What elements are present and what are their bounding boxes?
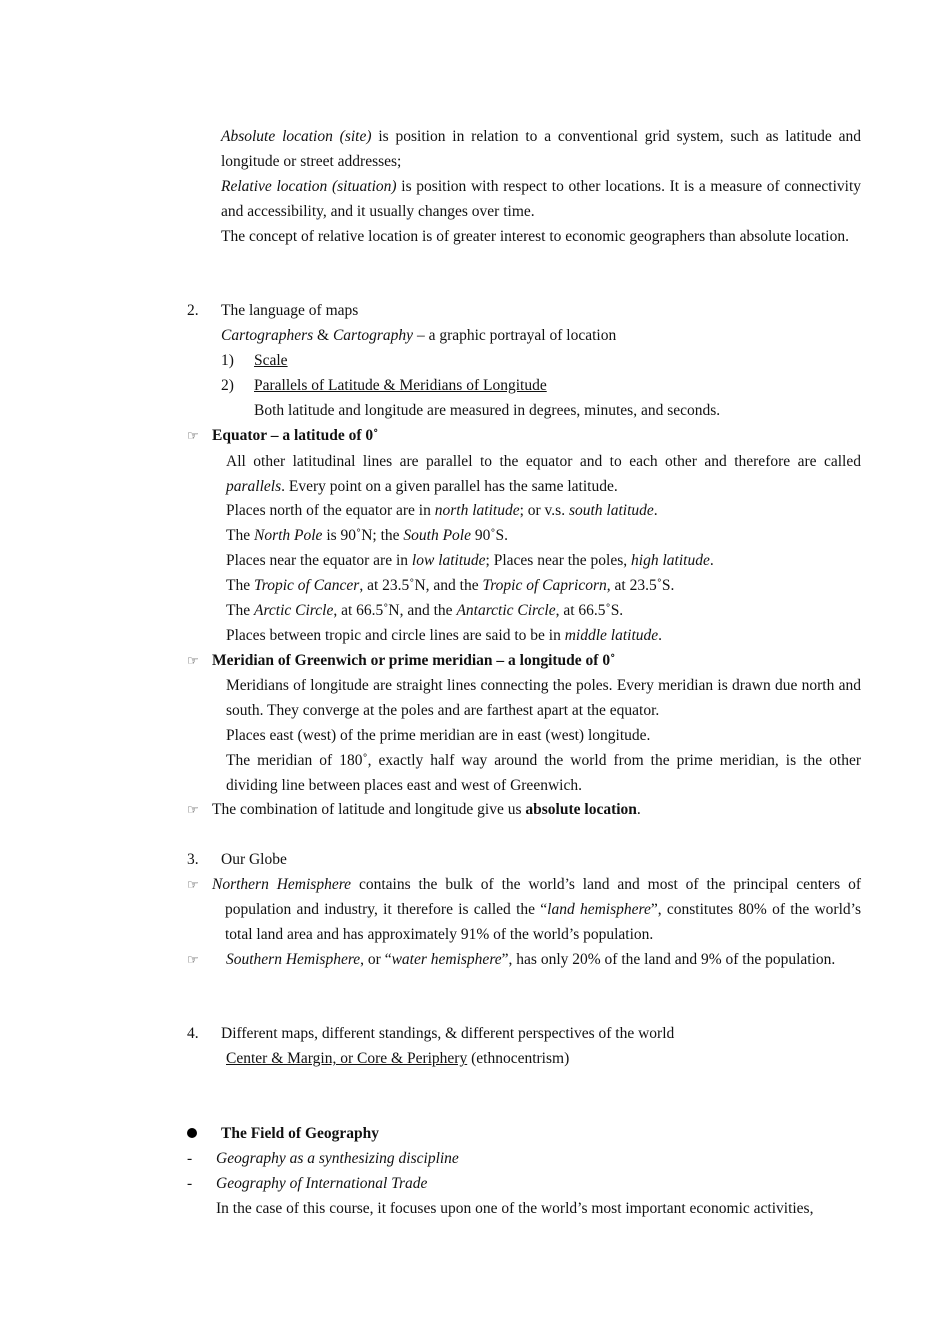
- item-2-number: 2): [221, 377, 234, 394]
- degrees-note: Both latitude and longitude are measured in degrees, minutes, and seconds.: [254, 402, 721, 419]
- item-parallels-meridians: Parallels of Latitude & Meridians of Longitude: [254, 377, 547, 394]
- section-4-number: 4.: [187, 1025, 199, 1042]
- low-high-latitude-line: Places near the equator are in low latitude; Places near the poles, high latitude.: [226, 552, 714, 569]
- cartography-line: Cartographers & Cartography – a graphic portrayal of location: [221, 327, 617, 344]
- southern-hemisphere-paragraph: Southern Hemisphere, or “water hemisphere”, has only 20% of the land and 9% of the population.: [226, 951, 836, 968]
- section-3-title: Our Globe: [221, 851, 287, 868]
- meridian-180-paragraph: The meridian of 180˚, exactly half way around the world from the prime meridian, is the other dividing line between places east and west of Greenwich.: [226, 752, 861, 794]
- pointing-hand-icon: ☞: [187, 653, 199, 668]
- poles-line: The North Pole is 90˚N; the South Pole 90˚S.: [226, 527, 509, 544]
- relative-location-paragraph: Relative location (situation) is position with respect to other locations. It is a measure of connectivity and accessibility, and it usually changes over time.: [221, 178, 862, 220]
- absolute-location-paragraph: Absolute location (site) is position in relation to a conventional grid system, such as latitude and longitude or street addresses;: [221, 128, 861, 170]
- field-of-geography-heading: The Field of Geography: [221, 1125, 380, 1142]
- pointing-hand-icon: ☞: [187, 952, 199, 967]
- absolute-location-term: Absolute location (site): [221, 128, 372, 145]
- section-4-title: Different maps, different standings, & different perspectives of the world: [221, 1025, 675, 1042]
- bullet-dot-icon: [187, 1128, 197, 1138]
- equator-heading: Equator – a latitude of 0˚: [212, 427, 379, 444]
- meridian-heading: Meridian of Greenwich or prime meridian – a longitude of 0˚: [212, 652, 616, 669]
- dash-marker: -: [187, 1150, 193, 1167]
- parallels-paragraph: All other latitudinal lines are parallel to the equator and to each other and therefore are called parallels. Every point on a given parallel has the same latitude.: [226, 453, 861, 495]
- international-trade-item: Geography of International Trade: [216, 1175, 428, 1192]
- section-3-number: 3.: [187, 851, 199, 868]
- section-2-number: 2.: [187, 302, 199, 319]
- absolute-location-summary: The combination of latitude and longitude give us absolute location.: [212, 801, 641, 818]
- core-periphery-line: Center & Margin, or Core & Periphery (ethnocentrism): [226, 1050, 570, 1067]
- item-scale: Scale: [254, 352, 288, 369]
- middle-latitude-line: Places between tropic and circle lines are said to be in middle latitude.: [226, 627, 663, 644]
- east-west-longitude-line: Places east (west) of the prime meridian are in east (west) longitude.: [226, 727, 651, 744]
- relative-location-interest-paragraph: The concept of relative location is of greater interest to economic geographers than absolute location.: [221, 228, 849, 245]
- course-focus-paragraph: In the case of this course, it focuses upon one of the world’s most important economic activities,: [216, 1200, 814, 1217]
- pointing-hand-icon: ☞: [187, 877, 199, 892]
- tropics-line: The Tropic of Cancer, at 23.5˚N, and the Tropic of Capricorn, at 23.5˚S.: [226, 577, 675, 594]
- synthesizing-discipline-item: Geography as a synthesizing discipline: [216, 1150, 459, 1167]
- pointing-hand-icon: ☞: [187, 802, 199, 817]
- northern-hemisphere-paragraph: Northern Hemisphere contains the bulk of the world’s land and most of the principal centers of population and industry, it therefore is called the “land hemisphere”, constitutes 80% of the world’s total land area and has approximately 91% of the world’s population.: [212, 876, 861, 943]
- north-latitude-line: Places north of the equator are in north latitude; or v.s. south latitude.: [226, 502, 658, 519]
- dash-marker: -: [187, 1175, 193, 1192]
- relative-location-term: Relative location (situation): [221, 178, 397, 195]
- item-1-number: 1): [221, 352, 234, 369]
- section-2-title: The language of maps: [221, 302, 359, 319]
- meridians-paragraph: Meridians of longitude are straight lines connecting the poles. Every meridian is drawn due north and south. They converge at the poles and are farthest apart at the equator.: [226, 677, 861, 719]
- circles-line: The Arctic Circle, at 66.5˚N, and the Antarctic Circle, at 66.5˚S.: [226, 602, 624, 619]
- pointing-hand-icon: ☞: [187, 428, 199, 443]
